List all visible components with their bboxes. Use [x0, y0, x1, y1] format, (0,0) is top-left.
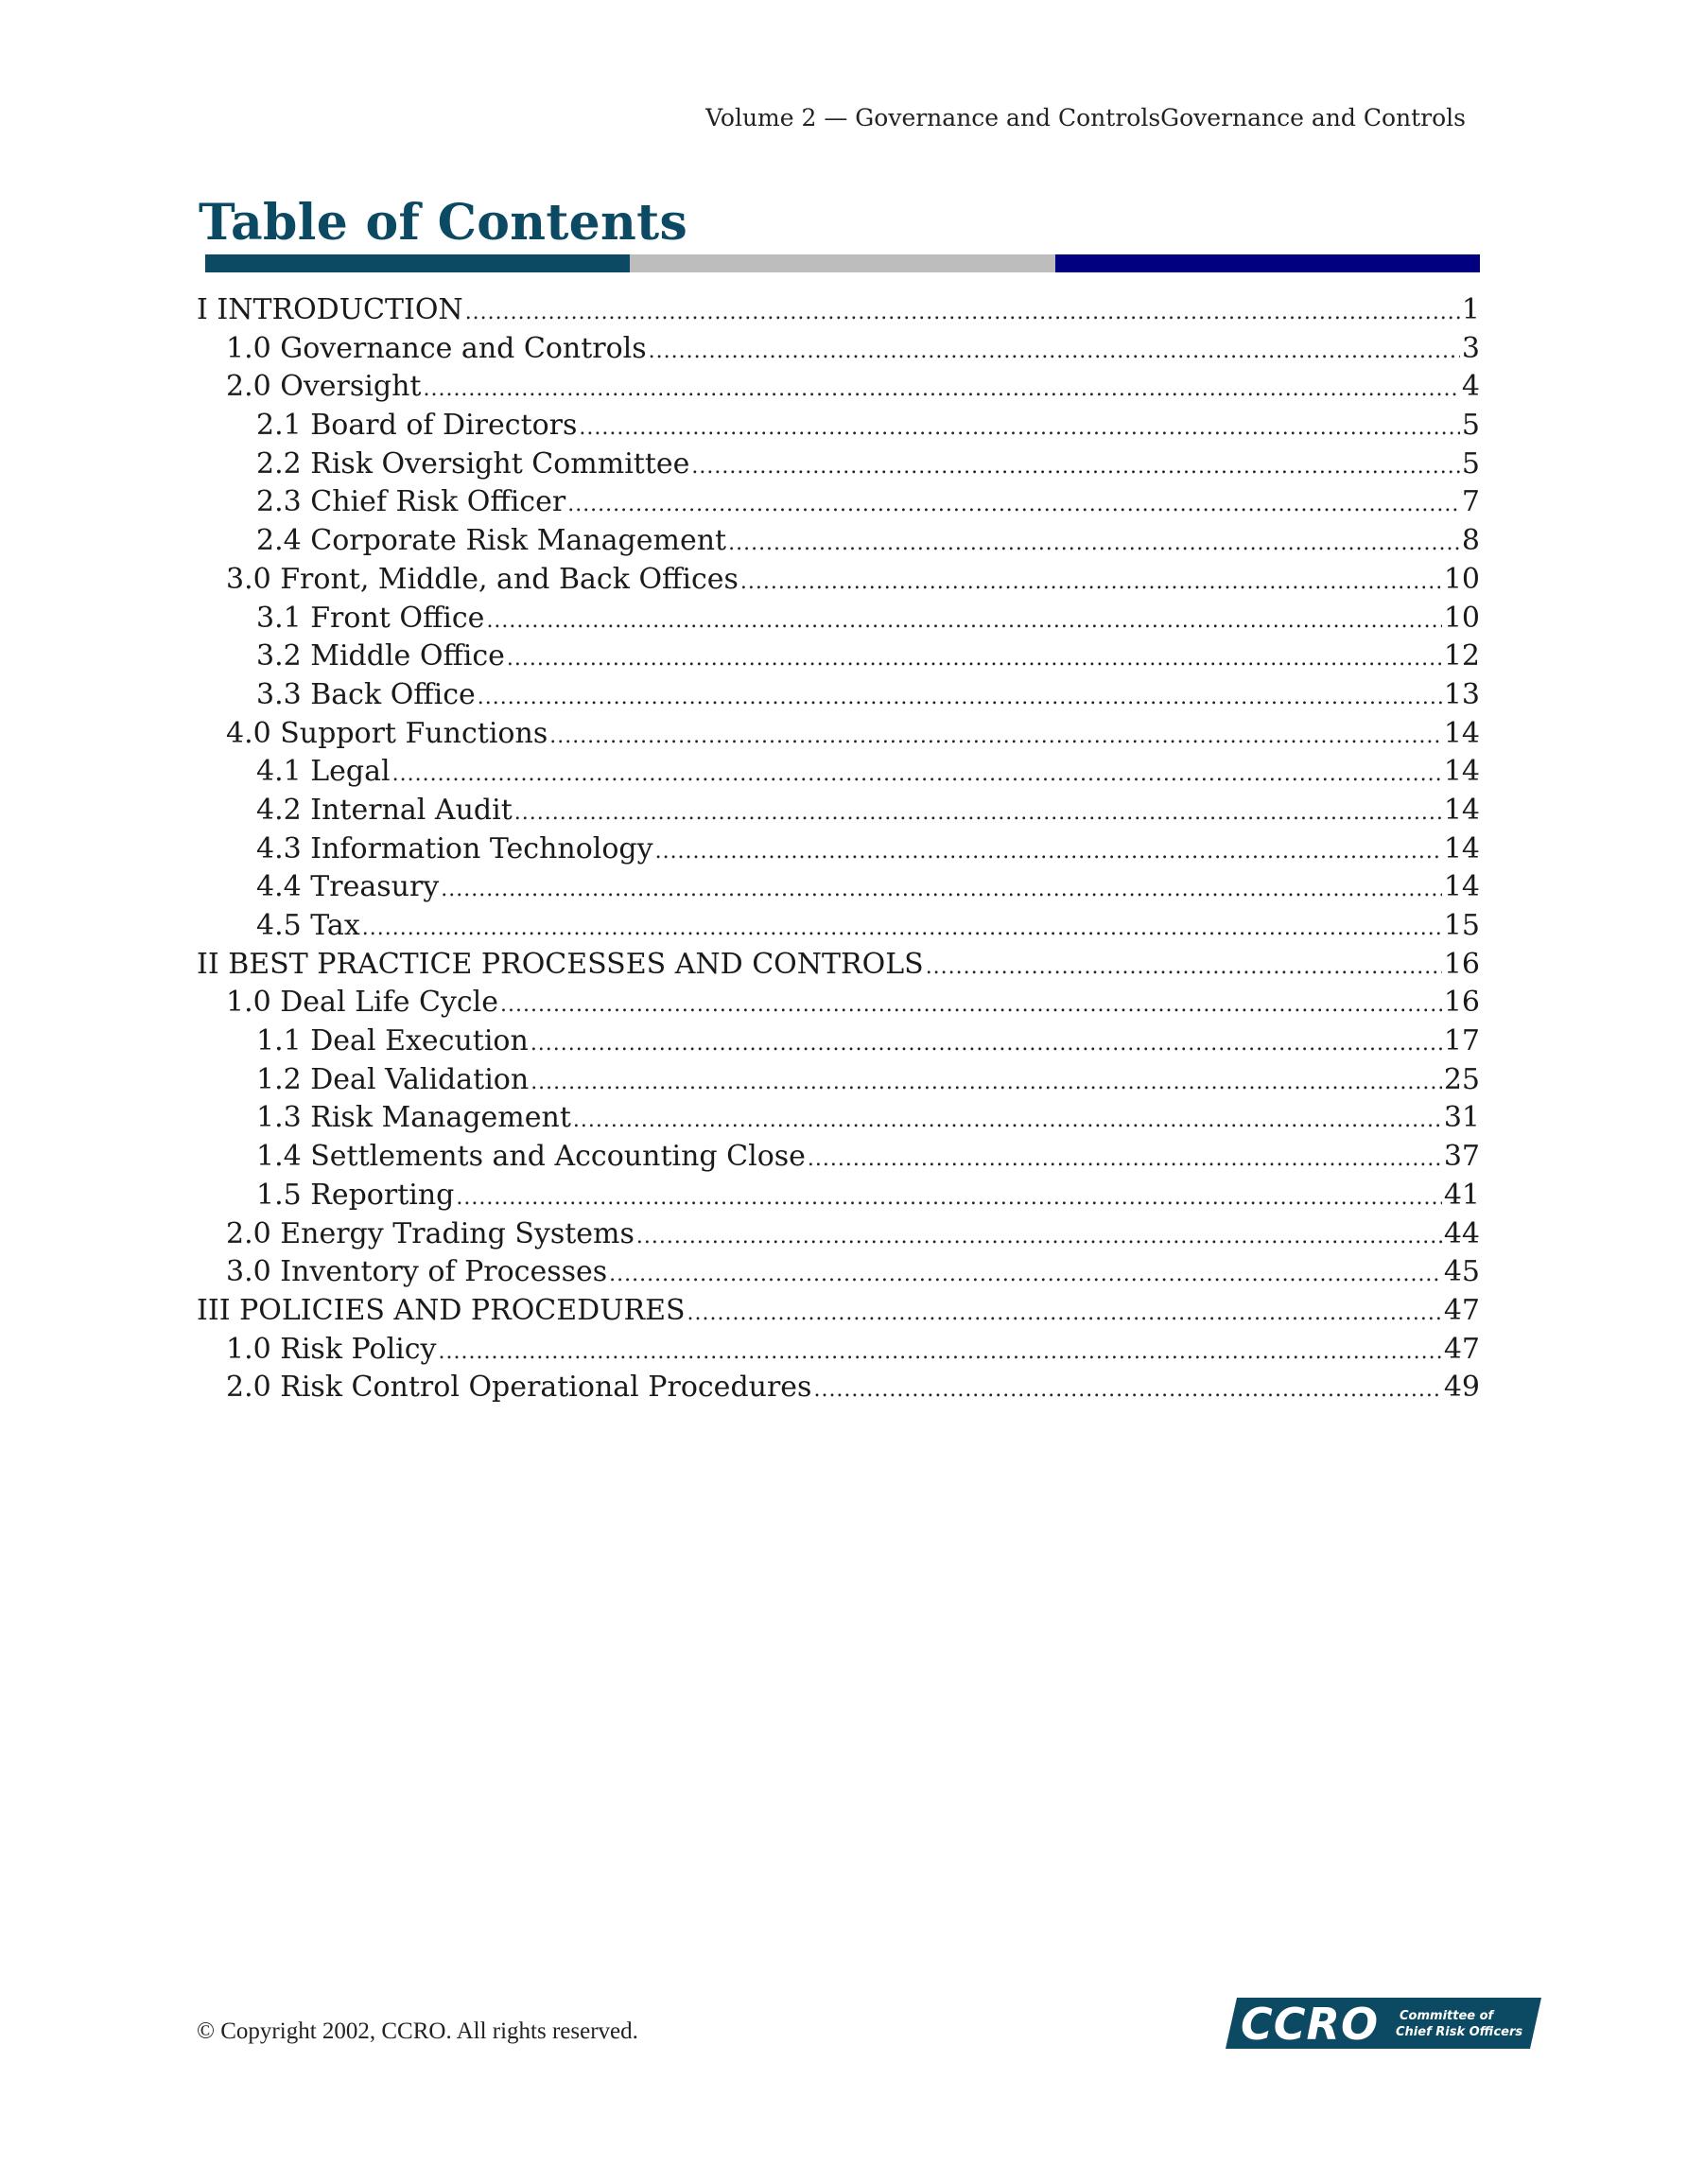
- toc-entry[interactable]: [197, 638, 1480, 676]
- toc-entry-label: 2.3 Chief Risk Officer: [256, 485, 566, 519]
- toc-entry-label: 3.3 Back Office: [256, 677, 476, 711]
- toc-entry-label: 3.1 Front Office: [256, 601, 485, 635]
- toc-entry-label: 1.0 Risk Policy: [226, 1332, 437, 1366]
- toc-page-number: 31: [1443, 1101, 1480, 1135]
- toc-dot-leader: [926, 949, 1442, 987]
- toc-page-number: 5: [1461, 446, 1480, 480]
- toc-page-number: 44: [1443, 1216, 1480, 1250]
- toc-dot-leader: [813, 1372, 1441, 1409]
- toc-entry-label: I INTRODUCTION: [197, 293, 463, 326]
- toc-dot-leader: [573, 1102, 1442, 1140]
- ccro-logo: [1226, 1996, 1541, 2051]
- toc-entry-label: 1.2 Deal Validation: [256, 1062, 530, 1096]
- toc-page-number: 14: [1443, 831, 1480, 865]
- toc-entry[interactable]: [197, 1369, 1480, 1407]
- toc-page-number: 8: [1461, 524, 1480, 558]
- toc-dot-leader: [530, 1025, 1442, 1063]
- toc-page-number: 49: [1443, 1371, 1480, 1405]
- toc-page-number: 12: [1443, 639, 1480, 673]
- toc-dot-leader: [392, 756, 1442, 794]
- toc-entry-label: 1.0 Governance and Controls: [226, 331, 647, 365]
- toc-dot-leader: [728, 525, 1460, 563]
- toc-page-number: 47: [1443, 1332, 1480, 1366]
- title-rule: [205, 254, 1480, 272]
- copyright-notice: © Copyright 2002, CCRO. All rights reserved.: [197, 2018, 638, 2044]
- toc-dot-leader: [441, 871, 1442, 909]
- toc-dot-leader: [465, 294, 1460, 332]
- toc-page-number: 13: [1443, 677, 1480, 711]
- toc-entry-label: 1.1 Deal Execution: [256, 1024, 529, 1058]
- toc-dot-leader: [655, 833, 1442, 871]
- toc-dot-leader: [609, 1256, 1442, 1294]
- running-header: Volume 2 — Governance and ControlsGovernance and Controls: [705, 104, 1466, 131]
- toc-page-number: 5: [1461, 409, 1480, 443]
- toc-entry-label: 4.5 Tax: [256, 909, 360, 942]
- toc-dot-leader: [649, 333, 1460, 371]
- toc-entry[interactable]: [197, 561, 1480, 600]
- toc-entry-label: 4.4 Treasury: [256, 870, 440, 904]
- toc-entry-label: 2.0 Oversight: [226, 370, 422, 404]
- toc-entry-label: 1.3 Risk Management: [256, 1101, 571, 1135]
- title-rule-segment: [630, 254, 1054, 272]
- toc-entry-label: 2.4 Corporate Risk Management: [256, 524, 727, 558]
- toc-entry[interactable]: [197, 1331, 1480, 1370]
- toc-page-number: 16: [1443, 947, 1480, 981]
- toc-entry[interactable]: [197, 1177, 1480, 1215]
- toc-entry[interactable]: [197, 1022, 1480, 1061]
- toc-dot-leader: [500, 987, 1442, 1024]
- toc-page-number: 7: [1461, 485, 1480, 519]
- toc-dot-leader: [579, 410, 1459, 447]
- toc-entry[interactable]: [197, 715, 1480, 754]
- toc-entry-label: 2.1 Board of Directors: [256, 409, 578, 443]
- toc-entry[interactable]: [197, 483, 1480, 522]
- toc-page-number: 10: [1443, 562, 1480, 596]
- toc-entry-label: 3.0 Front, Middle, and Back Offices: [226, 562, 739, 596]
- toc-entry-label: 4.2 Internal Audit: [256, 793, 513, 827]
- toc-dot-leader: [530, 1064, 1442, 1102]
- toc-page-number: 14: [1443, 793, 1480, 827]
- toc-page-number: 3: [1461, 331, 1480, 365]
- toc-entry[interactable]: [197, 407, 1480, 446]
- toc-entry-label: II BEST PRACTICE PROCESSES AND CONTROLS: [197, 947, 924, 981]
- toc-dot-leader: [478, 679, 1442, 717]
- toc-entry[interactable]: [197, 368, 1480, 407]
- toc-dot-leader: [691, 448, 1459, 486]
- toc-page-number: 14: [1443, 870, 1480, 904]
- toc-page-number: 41: [1443, 1178, 1480, 1212]
- toc-entry[interactable]: [197, 1253, 1480, 1292]
- logo-tagline-line1: Committee of: [1400, 2009, 1494, 2023]
- toc-entry[interactable]: [197, 1138, 1480, 1177]
- toc-dot-leader: [514, 795, 1442, 832]
- toc-entry[interactable]: [197, 1215, 1480, 1254]
- toc-entry[interactable]: [197, 330, 1480, 369]
- toc-entry-label: 1.4 Settlements and Accounting Close: [256, 1140, 806, 1174]
- toc-dot-leader: [423, 371, 1459, 409]
- toc-page-number: 45: [1443, 1255, 1480, 1289]
- toc-page-number: 47: [1443, 1293, 1480, 1327]
- toc-entry[interactable]: [197, 868, 1480, 907]
- toc-page-number: 10: [1443, 601, 1480, 635]
- toc-entry[interactable]: [197, 830, 1480, 869]
- toc-entry[interactable]: [197, 676, 1480, 715]
- toc-page-number: 1: [1461, 293, 1480, 326]
- toc-entry[interactable]: [197, 753, 1480, 792]
- toc-entry[interactable]: [197, 946, 1480, 985]
- toc-page-number: 14: [1443, 716, 1480, 750]
- toc-page-number: 17: [1443, 1024, 1480, 1058]
- toc-entry-label: III POLICIES AND PROCEDURES: [197, 1293, 686, 1327]
- toc-dot-leader: [567, 486, 1460, 524]
- title-rule-segment: [1055, 254, 1480, 272]
- toc-entry-label: 3.0 Inventory of Processes: [226, 1255, 608, 1289]
- toc-entry[interactable]: [197, 1061, 1480, 1100]
- toc-page-number: 25: [1443, 1062, 1480, 1096]
- toc-entry[interactable]: [197, 600, 1480, 638]
- toc-entry-label: 4.3 Information Technology: [256, 831, 653, 865]
- toc-entry-label: 1.5 Reporting: [256, 1178, 455, 1212]
- toc-page-number: 16: [1443, 986, 1480, 1020]
- toc-entry-label: 2.0 Energy Trading Systems: [226, 1216, 635, 1250]
- title-rule-segment: [205, 254, 630, 272]
- toc-entry[interactable]: [197, 907, 1480, 946]
- toc-dot-leader: [687, 1295, 1442, 1333]
- toc-dot-leader: [439, 1334, 1442, 1372]
- toc-entry[interactable]: [197, 522, 1480, 561]
- toc-dot-leader: [456, 1179, 1441, 1217]
- toc-dot-leader: [740, 564, 1442, 602]
- toc-dot-leader: [507, 640, 1442, 678]
- toc-page-number: 15: [1443, 909, 1480, 942]
- toc-entry-label: 4.0 Support Functions: [226, 716, 548, 750]
- toc-page-number: 37: [1443, 1140, 1480, 1174]
- toc-page-number: 14: [1443, 755, 1480, 789]
- toc-entry[interactable]: [197, 1099, 1480, 1138]
- logo-wordmark: CCRO: [1241, 1999, 1380, 2050]
- toc-dot-leader: [808, 1141, 1442, 1179]
- toc-entry[interactable]: [197, 446, 1480, 484]
- toc-dot-leader: [636, 1218, 1442, 1256]
- toc-entry-label: 3.2 Middle Office: [256, 639, 505, 673]
- page-title: Table of Contents: [199, 194, 688, 252]
- toc-dot-leader: [549, 718, 1442, 756]
- toc-entry[interactable]: [197, 792, 1480, 830]
- toc-dot-leader: [362, 910, 1442, 948]
- toc-entry-label: 4.1 Legal: [256, 755, 391, 789]
- toc-page-number: 4: [1461, 370, 1480, 404]
- toc-entry[interactable]: [197, 291, 1480, 330]
- toc-entry[interactable]: [197, 984, 1480, 1022]
- toc-entry-label: 2.2 Risk Oversight Committee: [256, 446, 690, 480]
- logo-tagline-line2: Chief Risk Officers: [1396, 2025, 1523, 2039]
- toc-dot-leader: [486, 603, 1441, 640]
- toc-entry[interactable]: [197, 1292, 1480, 1331]
- toc-entry-label: 2.0 Risk Control Operational Procedures: [226, 1371, 812, 1405]
- toc-list: [197, 291, 1480, 1407]
- toc-entry-label: 1.0 Deal Life Cycle: [226, 986, 499, 1020]
